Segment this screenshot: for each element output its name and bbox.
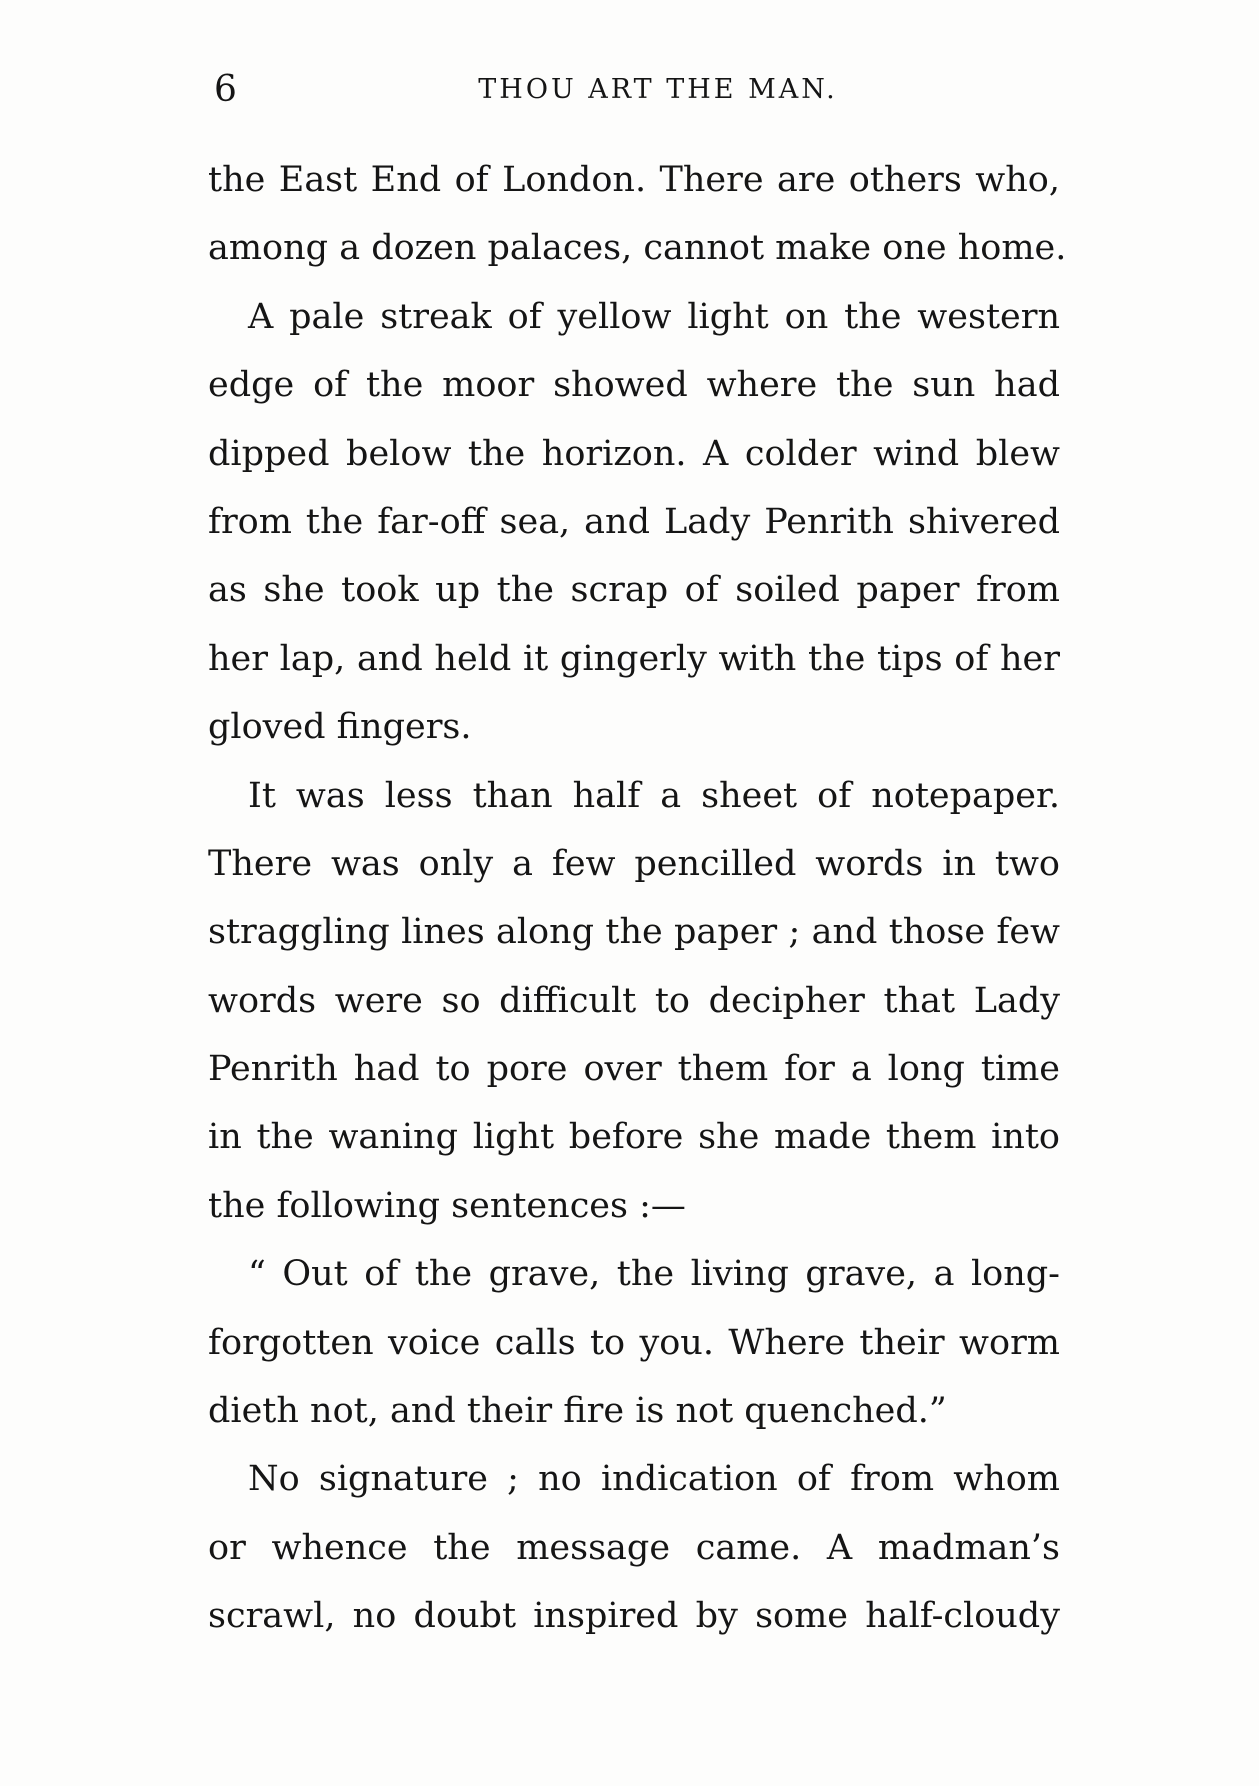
running-head	[214, 66, 1062, 114]
text-line: scrawl, no doubt inspired by some half-cloudy	[208, 1596, 1060, 1637]
text-line: the following sentences :—	[208, 1185, 686, 1226]
text-line: dipped below the horizon. A colder wind blew	[208, 433, 1060, 474]
text-line: Penrith had to pore over them for a long time	[208, 1049, 1060, 1090]
text-line: gloved fingers.	[208, 707, 472, 748]
text-line: in the waning light before she made them into	[208, 1117, 1060, 1158]
text-line: It was less than half a sheet of notepaper.	[248, 775, 1060, 816]
text-line: as she took up the scrap of soiled paper from	[208, 570, 1060, 611]
text-line: “ Out of the grave, the living grave, a long-	[248, 1254, 1060, 1295]
body-text	[208, 146, 1067, 1651]
text-line: A pale streak of yellow light on the western	[248, 296, 1060, 337]
text-line: There was only a few pencilled words in two	[208, 843, 1060, 884]
text-line: among a dozen palaces, cannot make one home.	[208, 228, 1067, 269]
page-number: 6	[214, 69, 237, 110]
text-line: from the far-off sea, and Lady Penrith shivered	[208, 501, 1060, 542]
text-line: forgotten voice calls to you. Where their worm	[208, 1322, 1060, 1363]
text-line: edge of the moor showed where the sun had	[208, 365, 1060, 406]
running-title: THOU ART THE MAN.	[478, 74, 838, 105]
text-line: words were so difficult to decipher that Lady	[208, 980, 1060, 1021]
text-line: the East End of London. There are others who,	[208, 160, 1060, 200]
text-line: No signature ; no indication of from whom	[248, 1459, 1060, 1500]
text-line: or whence the message came. A madman’s	[208, 1527, 1060, 1568]
text-line: straggling lines along the paper ; and those few	[208, 912, 1060, 953]
text-line: her lap, and held it gingerly with the tips of her	[208, 638, 1060, 679]
text-line: dieth not, and their fire is not quenched.”	[208, 1391, 947, 1432]
